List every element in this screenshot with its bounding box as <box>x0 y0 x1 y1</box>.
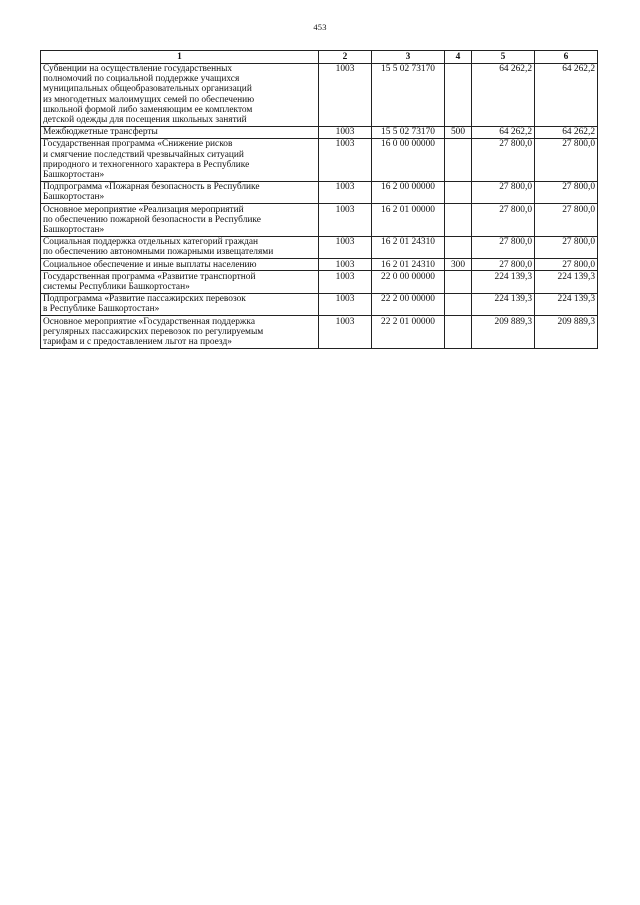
amount-cell-col5: 64 262,2 <box>472 126 535 138</box>
section-code-cell: 1003 <box>319 236 372 258</box>
section-code-cell: 1003 <box>319 138 372 181</box>
target-article-cell: 16 2 00 00000 <box>372 181 445 203</box>
row-name-cell: Подпрограмма «Пожарная безопасность в Республике Башкортостан» <box>41 181 319 203</box>
section-code-cell: 1003 <box>319 126 372 138</box>
amount-cell-col5: 27 800,0 <box>472 236 535 258</box>
row-name-cell: Социальная поддержка отдельных категорий граждан по обеспечению автономными пожарными извещателями <box>41 236 319 258</box>
amount-cell-col5: 224 139,3 <box>472 271 535 293</box>
row-name-cell: Межбюджетные трансферты <box>41 126 319 138</box>
amount-cell-col6: 64 262,2 <box>535 126 598 138</box>
section-code-cell: 1003 <box>319 181 372 203</box>
expense-type-cell <box>445 236 472 258</box>
amount-cell-col6: 64 262,2 <box>535 63 598 126</box>
expense-type-cell <box>445 316 472 349</box>
section-code-cell: 1003 <box>319 293 372 315</box>
section-code-cell: 1003 <box>319 271 372 293</box>
table-row <box>41 316 598 349</box>
target-article-cell: 22 0 00 00000 <box>372 271 445 293</box>
target-article-cell: 15 5 02 73170 <box>372 126 445 138</box>
column-header: 6 <box>535 51 598 64</box>
table-row <box>41 63 598 126</box>
amount-cell-col6: 209 889,3 <box>535 316 598 349</box>
table-row <box>41 181 598 203</box>
column-header: 5 <box>472 51 535 64</box>
row-name-cell: Основное мероприятие «Реализация мероприятий по обеспечению пожарной безопасности в Республике Башкортостан» <box>41 204 319 237</box>
expense-type-cell <box>445 63 472 126</box>
target-article-cell: 15 5 02 73170 <box>372 63 445 126</box>
target-article-cell: 22 2 00 00000 <box>372 293 445 315</box>
row-name-cell: Подпрограмма «Развитие пассажирских перевозок в Республике Башкортостан» <box>41 293 319 315</box>
expense-type-cell <box>445 293 472 315</box>
expense-type-cell <box>445 204 472 237</box>
section-code-cell: 1003 <box>319 259 372 271</box>
column-header: 3 <box>372 51 445 64</box>
amount-cell-col6: 27 800,0 <box>535 138 598 181</box>
expense-type-cell: 300 <box>445 259 472 271</box>
row-name-cell: Субвенции на осуществление государственных полномочий по социальной поддержке учащихся муниципальных общеобразовательных организаций из многодетных малоимущих семей по обеспечению школьной формой либо заменяющим ее комплектом детской одежды для посещения школьных занятий <box>41 63 319 126</box>
table-row <box>41 126 598 138</box>
amount-cell-col5: 64 262,2 <box>472 63 535 126</box>
amount-cell-col5: 27 800,0 <box>472 204 535 237</box>
table-row <box>41 259 598 271</box>
expense-type-cell: 500 <box>445 126 472 138</box>
amount-cell-col6: 27 800,0 <box>535 259 598 271</box>
table-row <box>41 236 598 258</box>
column-header: 1 <box>41 51 319 64</box>
target-article-cell: 22 2 01 00000 <box>372 316 445 349</box>
table-header-row <box>41 51 598 64</box>
table-row <box>41 138 598 181</box>
amount-cell-col6: 224 139,3 <box>535 293 598 315</box>
amount-cell-col6: 27 800,0 <box>535 204 598 237</box>
amount-cell-col5: 27 800,0 <box>472 181 535 203</box>
expense-type-cell <box>445 181 472 203</box>
row-name-cell: Социальное обеспечение и иные выплаты населению <box>41 259 319 271</box>
expense-type-cell <box>445 138 472 181</box>
amount-cell-col6: 27 800,0 <box>535 181 598 203</box>
expense-type-cell <box>445 271 472 293</box>
table-row <box>41 293 598 315</box>
amount-cell-col5: 27 800,0 <box>472 259 535 271</box>
amount-cell-col5: 209 889,3 <box>472 316 535 349</box>
target-article-cell: 16 0 00 00000 <box>372 138 445 181</box>
section-code-cell: 1003 <box>319 63 372 126</box>
target-article-cell: 16 2 01 00000 <box>372 204 445 237</box>
column-header: 4 <box>445 51 472 64</box>
table-row <box>41 204 598 237</box>
page-number: 453 <box>313 22 327 32</box>
section-code-cell: 1003 <box>319 204 372 237</box>
column-header: 2 <box>319 51 372 64</box>
amount-cell-col6: 224 139,3 <box>535 271 598 293</box>
row-name-cell: Государственная программа «Снижение рисков и смягчение последствий чрезвычайных ситуаций природного и техногенного характера в Республике Башкортостан» <box>41 138 319 181</box>
budget-table <box>40 50 598 349</box>
section-code-cell: 1003 <box>319 316 372 349</box>
target-article-cell: 16 2 01 24310 <box>372 259 445 271</box>
amount-cell-col6: 27 800,0 <box>535 236 598 258</box>
amount-cell-col5: 27 800,0 <box>472 138 535 181</box>
table-row <box>41 271 598 293</box>
row-name-cell: Государственная программа «Развитие транспортной системы Республики Башкортостан» <box>41 271 319 293</box>
target-article-cell: 16 2 01 24310 <box>372 236 445 258</box>
amount-cell-col5: 224 139,3 <box>472 293 535 315</box>
row-name-cell: Основное мероприятие «Государственная поддержка регулярных пассажирских перевозок по регулируемым тарифам и с предоставлением льгот на проезд» <box>41 316 319 349</box>
